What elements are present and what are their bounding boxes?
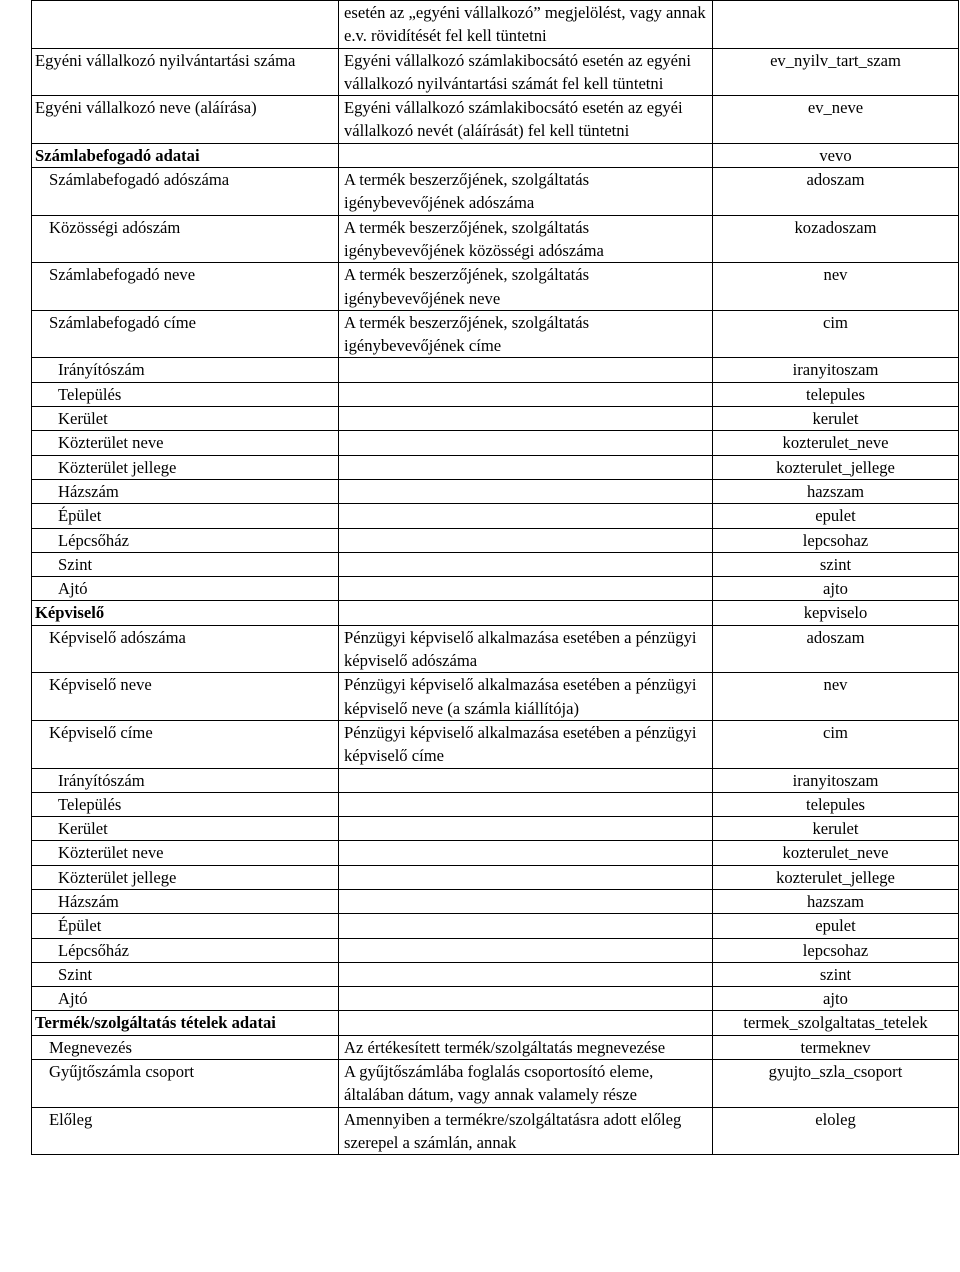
field-label: Irányítószám bbox=[32, 358, 339, 382]
section-row bbox=[32, 143, 959, 167]
field-description bbox=[339, 792, 713, 816]
field-tag: ev_neve bbox=[713, 96, 959, 144]
table-row bbox=[32, 479, 959, 503]
table-row bbox=[32, 962, 959, 986]
field-label: Irányítószám bbox=[32, 768, 339, 792]
field-label: Kerület bbox=[32, 817, 339, 841]
table-row bbox=[32, 1035, 959, 1059]
field-tag bbox=[713, 1, 959, 49]
field-description: Pénzügyi képviselő alkalmazása esetében a pénzügyi képviselő adószáma bbox=[339, 625, 713, 673]
field-label: Épület bbox=[32, 504, 339, 528]
table-row bbox=[32, 792, 959, 816]
field-description bbox=[339, 358, 713, 382]
field-description bbox=[339, 987, 713, 1011]
table-row bbox=[32, 96, 959, 144]
field-tag: epulet bbox=[713, 914, 959, 938]
field-description: Pénzügyi képviselő alkalmazása esetében a pénzügyi képviselő címe bbox=[339, 720, 713, 768]
table-row bbox=[32, 577, 959, 601]
field-description bbox=[339, 601, 713, 625]
field-description bbox=[339, 914, 713, 938]
field-tag: cim bbox=[713, 720, 959, 768]
field-tag: iranyitoszam bbox=[713, 768, 959, 792]
field-tag: adoszam bbox=[713, 625, 959, 673]
field-label bbox=[32, 1, 339, 49]
field-description: Egyéni vállalkozó számlakibocsátó esetén az egyéni vállalkozó nyilvántartási számát fel kell tüntetni bbox=[339, 48, 713, 96]
field-tag: hazszam bbox=[713, 889, 959, 913]
field-tag: gyujto_szla_csoport bbox=[713, 1060, 959, 1108]
field-description: esetén az „egyéni vállalkozó” megjelölést, vagy annak e.v. rövidítését fel kell tüntetni bbox=[339, 1, 713, 49]
field-description: A gyűjtőszámlába foglalás csoportosító eleme, általában dátum, vagy annak valamely része bbox=[339, 1060, 713, 1108]
field-description bbox=[339, 504, 713, 528]
field-label: Lépcsőház bbox=[32, 528, 339, 552]
table-row bbox=[32, 168, 959, 216]
table-row bbox=[32, 407, 959, 431]
field-label: Épület bbox=[32, 914, 339, 938]
field-tag: eloleg bbox=[713, 1107, 959, 1155]
table-row bbox=[32, 1, 959, 49]
field-label: Ajtó bbox=[32, 987, 339, 1011]
field-description bbox=[339, 865, 713, 889]
field-description bbox=[339, 407, 713, 431]
field-tag: kozterulet_neve bbox=[713, 431, 959, 455]
field-tag: telepules bbox=[713, 382, 959, 406]
table-row bbox=[32, 987, 959, 1011]
table-row bbox=[32, 215, 959, 263]
field-tag: nev bbox=[713, 263, 959, 311]
field-description bbox=[339, 528, 713, 552]
field-label: Település bbox=[32, 382, 339, 406]
field-description: Egyéni vállalkozó számlakibocsátó esetén az egyéi vállalkozó nevét (aláírását) fel kell tüntetni bbox=[339, 96, 713, 144]
table-row bbox=[32, 673, 959, 721]
table-row bbox=[32, 625, 959, 673]
field-label: Megnevezés bbox=[32, 1035, 339, 1059]
field-label: Házszám bbox=[32, 479, 339, 503]
field-tag: lepcsohaz bbox=[713, 938, 959, 962]
field-label: Gyűjtőszámla csoport bbox=[32, 1060, 339, 1108]
section-title: Termék/szolgáltatás tételek adatai bbox=[32, 1011, 339, 1035]
field-label: Számlabefogadó adószáma bbox=[32, 168, 339, 216]
field-description bbox=[339, 817, 713, 841]
table-row bbox=[32, 358, 959, 382]
field-description bbox=[339, 1011, 713, 1035]
field-label: Egyéni vállalkozó nyilvántartási száma bbox=[32, 48, 339, 96]
field-label: Közterület jellege bbox=[32, 865, 339, 889]
table-row bbox=[32, 768, 959, 792]
field-description: A termék beszerzőjének, szolgáltatás igénybevevőjének neve bbox=[339, 263, 713, 311]
field-tag: ev_nyilv_tart_szam bbox=[713, 48, 959, 96]
field-tag: kozterulet_jellege bbox=[713, 865, 959, 889]
field-description bbox=[339, 431, 713, 455]
table-row bbox=[32, 552, 959, 576]
field-tag: lepcsohaz bbox=[713, 528, 959, 552]
field-description bbox=[339, 889, 713, 913]
field-label: Képviselő adószáma bbox=[32, 625, 339, 673]
field-label: Képviselő címe bbox=[32, 720, 339, 768]
field-label: Számlabefogadó címe bbox=[32, 310, 339, 358]
field-label: Közterület neve bbox=[32, 841, 339, 865]
table-row bbox=[32, 263, 959, 311]
table-row bbox=[32, 938, 959, 962]
field-tag: szint bbox=[713, 552, 959, 576]
table-row bbox=[32, 431, 959, 455]
field-description: A termék beszerzőjének, szolgáltatás igénybevevőjének közösségi adószáma bbox=[339, 215, 713, 263]
section-title: Képviselő bbox=[32, 601, 339, 625]
field-tag: kozterulet_neve bbox=[713, 841, 959, 865]
table-row bbox=[32, 1107, 959, 1155]
table-row bbox=[32, 889, 959, 913]
field-description bbox=[339, 962, 713, 986]
field-definition-table bbox=[31, 0, 959, 1155]
table-row bbox=[32, 455, 959, 479]
table-row bbox=[32, 382, 959, 406]
field-description: A termék beszerzőjének, szolgáltatás igénybevevőjének címe bbox=[339, 310, 713, 358]
field-description: A termék beszerzőjének, szolgáltatás igénybevevőjének adószáma bbox=[339, 168, 713, 216]
table-row bbox=[32, 48, 959, 96]
table-row bbox=[32, 817, 959, 841]
field-label: Ajtó bbox=[32, 577, 339, 601]
field-tag: hazszam bbox=[713, 479, 959, 503]
field-tag: kozadoszam bbox=[713, 215, 959, 263]
field-description bbox=[339, 143, 713, 167]
field-label: Közösségi adószám bbox=[32, 215, 339, 263]
field-description bbox=[339, 455, 713, 479]
field-label: Egyéni vállalkozó neve (aláírása) bbox=[32, 96, 339, 144]
table-row bbox=[32, 310, 959, 358]
field-label: Közterület jellege bbox=[32, 455, 339, 479]
field-label: Közterület neve bbox=[32, 431, 339, 455]
field-description: Az értékesített termék/szolgáltatás megnevezése bbox=[339, 1035, 713, 1059]
field-description bbox=[339, 479, 713, 503]
field-tag: termek_szolgaltatas_tetelek bbox=[713, 1011, 959, 1035]
table-row bbox=[32, 1060, 959, 1108]
table-row bbox=[32, 841, 959, 865]
field-label: Település bbox=[32, 792, 339, 816]
section-row bbox=[32, 1011, 959, 1035]
field-tag: kerulet bbox=[713, 817, 959, 841]
table-row bbox=[32, 720, 959, 768]
field-label: Előleg bbox=[32, 1107, 339, 1155]
field-tag: adoszam bbox=[713, 168, 959, 216]
field-description bbox=[339, 841, 713, 865]
field-label: Számlabefogadó neve bbox=[32, 263, 339, 311]
field-tag: telepules bbox=[713, 792, 959, 816]
field-tag: kerulet bbox=[713, 407, 959, 431]
table-row bbox=[32, 914, 959, 938]
table-row bbox=[32, 865, 959, 889]
field-description: Pénzügyi képviselő alkalmazása esetében a pénzügyi képviselő neve (a számla kiállítója) bbox=[339, 673, 713, 721]
field-tag: termeknev bbox=[713, 1035, 959, 1059]
field-label: Lépcsőház bbox=[32, 938, 339, 962]
field-description bbox=[339, 552, 713, 576]
field-tag: ajto bbox=[713, 987, 959, 1011]
field-description bbox=[339, 577, 713, 601]
field-tag: iranyitoszam bbox=[713, 358, 959, 382]
table-row bbox=[32, 528, 959, 552]
field-label: Képviselő neve bbox=[32, 673, 339, 721]
field-tag: epulet bbox=[713, 504, 959, 528]
field-tag: kepviselo bbox=[713, 601, 959, 625]
field-tag: szint bbox=[713, 962, 959, 986]
field-tag: vevo bbox=[713, 143, 959, 167]
table-row bbox=[32, 504, 959, 528]
section-title: Számlabefogadó adatai bbox=[32, 143, 339, 167]
field-label: Kerület bbox=[32, 407, 339, 431]
field-tag: cim bbox=[713, 310, 959, 358]
field-description bbox=[339, 382, 713, 406]
field-tag: nev bbox=[713, 673, 959, 721]
field-description bbox=[339, 768, 713, 792]
field-tag: ajto bbox=[713, 577, 959, 601]
field-description bbox=[339, 938, 713, 962]
field-label: Szint bbox=[32, 962, 339, 986]
field-tag: kozterulet_jellege bbox=[713, 455, 959, 479]
table-body bbox=[32, 1, 959, 1155]
field-label: Házszám bbox=[32, 889, 339, 913]
field-description: Amennyiben a termékre/szolgáltatásra adott előleg szerepel a számlán, annak bbox=[339, 1107, 713, 1155]
section-row bbox=[32, 601, 959, 625]
field-label: Szint bbox=[32, 552, 339, 576]
